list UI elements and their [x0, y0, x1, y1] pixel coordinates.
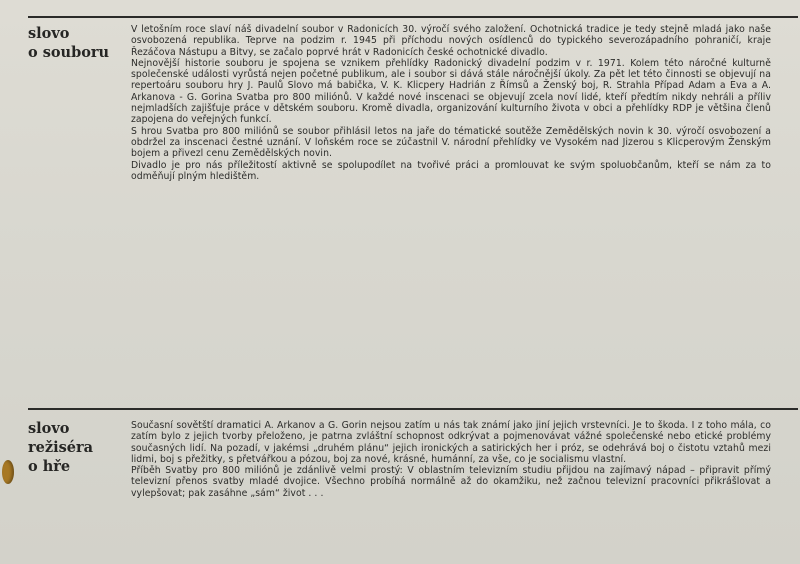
section-heading-o-souboru: slovo o souboru: [28, 25, 110, 61]
paragraph: Nejnovější historie souboru je spojena se vznikem přehlídky Radonický divadelní podzim v r. 1971. Kolem této náročné kulturně společenské události vyrůstá nejen početné publikum, ale i soubor si dává stále náročnější úkoly. Za pět let této činnosti se objevují na repertoáru souboru hry J. Paulů Slovo má babička, V. K. Klicpery Hadrián z Římsů a Ženský boj, R. Strahla Případ Adam a Eva a A. Arkanova - G. Gorina Svatba pro 800 miliónů. V každé nové inscenaci se objevují zcela noví lidé, kteří předtím nikdy nehráli a příliv nejmladších zajišťuje práce v dětském souboru. Kromě divadla, organizování kulturního života v obci a přehlídky RDP je většina členů zapojena do veřejných funkcí.: [131, 57, 771, 126]
section-heading-o-hre: slovo režiséra o hře: [28, 420, 94, 475]
section-text-o-hre: [131, 420, 771, 499]
paragraph: Divadlo je pro nás příležitostí aktivně se spolupodílet na tvořivé práci a promlouvat ke svým spoluobčanům, kteří se nám za to odměňují plným hledištěm.: [131, 159, 771, 182]
section-divider-top: [28, 16, 798, 18]
paragraph: Současní sovětští dramatici A. Arkanov a G. Gorin nejsou zatím u nás tak známí jako jiní jejich vrstevníci. Je to škoda. I z toho mála, co zatím bylo z jejich tvorby přeloženo, je patrna zvláštní schopnost odkrývat a pojmenovávat vážné společenské nebo etické problémy současných lidí. Na pozadí, v jakémsi „druhém plánu“ jejich ironických a satirických her i próz, se odehrává boj o čistotu vztahů mezi lidmi, boj s přežitky, s přetvářkou a pózou, boj za nové, krásné, humánní, za vše, co je socialismu vlastní.: [131, 420, 771, 465]
punch-hole-icon: [2, 460, 14, 484]
section-text-o-souboru: [131, 24, 771, 182]
paragraph: Příběh Svatby pro 800 miliónů je zdánlivě velmi prostý: V oblastním televizním studiu přijdou na zajímavý nápad – připravit přímý televizní přenos svatby mladé dvojice. Všechno probíhá normálně až do okamžiku, než začnou televizní pracovníci přikrášlovat a vylepšovat; pak zasáhne „sám“ život . . .: [131, 465, 771, 499]
section-divider-middle: [28, 408, 798, 410]
paragraph: V letošním roce slaví náš divadelní soubor v Radonicích 30. výročí svého založení. Ochotnická tradice je tedy stejně mladá jako naše osvobozená republika. Teprve na podzim r. 1945 při příchodu nových osídlenců do typického severozápadního pohraničí, kraje Řezáčova Nástupu a Bitvy, se začalo poprvé hrát v Radonicích české ochotnické divadlo.: [131, 24, 771, 58]
paragraph: S hrou Svatba pro 800 miliónů se soubor přihlásil letos na jaře do tématické soutěže Zemědělských novin k 30. výročí osvobození a obdržel za inscenaci čestné uznání. V loňském roce se zúčastnil V. národní přehlídky ve Vysokém nad Jizerou s Klicperovým Ženským bojem a přivezl cenu Zemědělských novin.: [131, 125, 771, 160]
